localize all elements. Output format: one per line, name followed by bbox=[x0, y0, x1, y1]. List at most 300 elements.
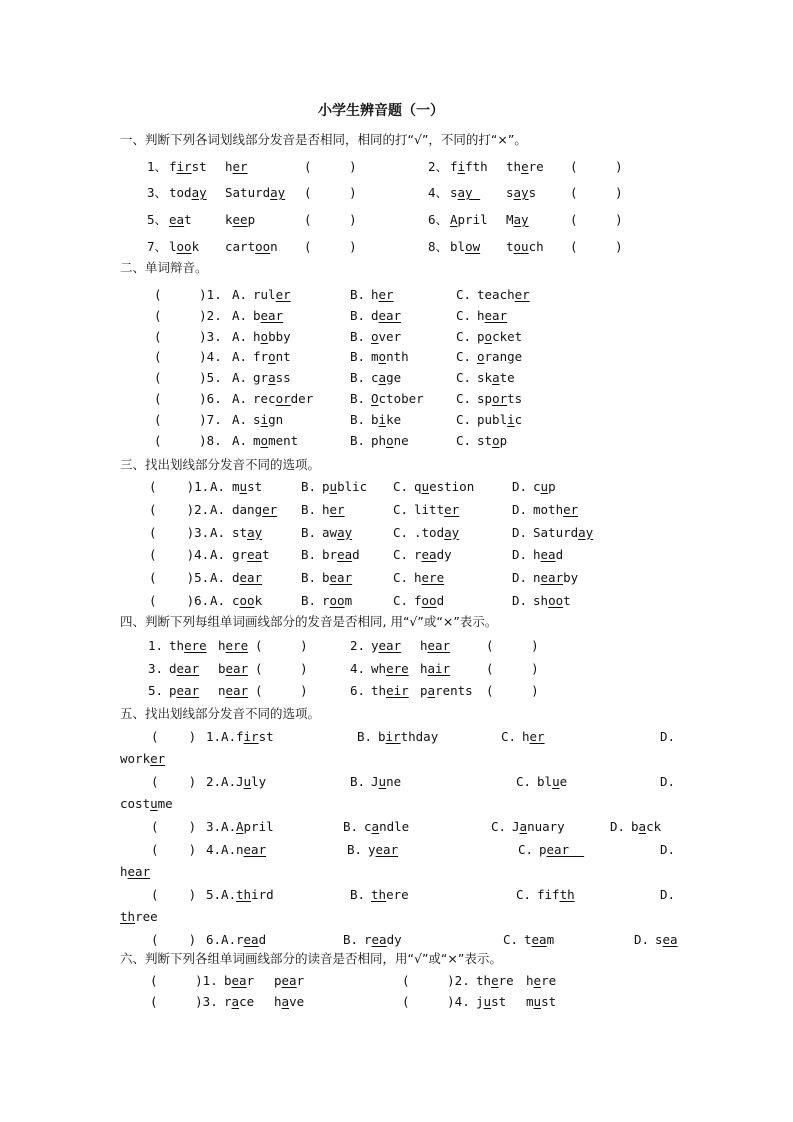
option-label: B. bbox=[301, 547, 317, 563]
underlined-sound: ear bbox=[378, 638, 402, 653]
underlined-sound: u bbox=[552, 774, 560, 789]
option-a: stay bbox=[232, 524, 263, 540]
option-label: B. bbox=[350, 328, 366, 344]
item-number: ( )6. bbox=[154, 391, 222, 406]
underlined-sound: e bbox=[491, 973, 499, 988]
underlined-sound: ea bbox=[371, 932, 387, 947]
option-label: C. bbox=[503, 932, 519, 947]
item-number: ( )8. bbox=[154, 432, 222, 448]
option-a: July bbox=[236, 774, 267, 789]
underlined-sound: u bbox=[329, 479, 338, 494]
answer-bracket: ( ) bbox=[570, 212, 623, 227]
underlined-sound: th bbox=[559, 887, 575, 902]
option-b: bear bbox=[322, 570, 353, 586]
section-3-heading: 三、找出划线部分发音不同的选项。 bbox=[120, 457, 321, 472]
underlined-sound: o bbox=[260, 328, 269, 344]
option-a: read bbox=[236, 932, 267, 947]
item-number: 8、 bbox=[428, 239, 449, 254]
option-c: public bbox=[477, 411, 523, 427]
option-c: hear bbox=[477, 307, 508, 323]
option-d: costume bbox=[120, 796, 173, 811]
word-2: hair bbox=[420, 661, 451, 676]
underlined-sound: ear bbox=[427, 638, 451, 653]
option-label: C. bbox=[456, 349, 472, 365]
underlined-sound: ay bbox=[444, 524, 460, 540]
option-label: D. bbox=[512, 593, 528, 608]
underlined-sound: ir bbox=[385, 729, 401, 744]
underlined-sound: a bbox=[638, 819, 647, 834]
answer-bracket: ( ) bbox=[304, 212, 357, 227]
underlined-sound: ear bbox=[243, 842, 267, 857]
option-label: D. bbox=[660, 842, 676, 857]
underlined-sound: u bbox=[540, 479, 549, 494]
underlined-sound: ear bbox=[540, 570, 564, 586]
word-1: where bbox=[371, 661, 409, 676]
underlined-sound: ea bbox=[337, 547, 353, 563]
item-number: 1、 bbox=[147, 159, 168, 174]
option-label: D. bbox=[512, 524, 528, 540]
option-a: dear bbox=[232, 570, 263, 586]
item-number: 4、 bbox=[428, 185, 449, 200]
answer-bracket: ( ) bbox=[570, 239, 623, 254]
word-1: blow bbox=[450, 239, 481, 254]
word-2: must bbox=[526, 994, 557, 1009]
option-label: C. bbox=[456, 370, 472, 386]
option-label: A. bbox=[210, 570, 226, 586]
option-b: cage bbox=[371, 370, 402, 386]
underlined-sound: ear bbox=[484, 307, 508, 323]
option-label: D. bbox=[634, 932, 650, 947]
underlined-sound: oo bbox=[239, 593, 255, 608]
underlined-sound: a bbox=[281, 994, 290, 1009]
option-label: B. bbox=[301, 524, 317, 540]
item-number: ( )4. bbox=[149, 547, 210, 563]
option-label: B. bbox=[301, 570, 317, 586]
word-2: May bbox=[506, 212, 529, 227]
underlined-sound: er bbox=[514, 287, 530, 302]
option-c: skate bbox=[477, 370, 515, 386]
underlined-sound: ir bbox=[176, 159, 192, 174]
underlined-sound: or bbox=[275, 391, 291, 406]
option-d: sea bbox=[655, 932, 678, 947]
underlined-sound: ee bbox=[232, 212, 248, 227]
option-b: over bbox=[371, 328, 402, 344]
option-label: D. bbox=[660, 887, 676, 902]
answer-bracket: ( ) bbox=[151, 887, 197, 902]
underlined-sound: ow bbox=[465, 239, 481, 254]
option-label: C. bbox=[456, 307, 472, 323]
item-number: 2、 bbox=[428, 159, 449, 174]
option-a: grass bbox=[253, 370, 291, 386]
underlined-sound: ear bbox=[225, 683, 249, 698]
option-b: room bbox=[322, 593, 353, 608]
option-label: C. bbox=[456, 432, 472, 448]
answer-bracket: ( ) bbox=[304, 239, 357, 254]
word-1: dear bbox=[169, 661, 200, 676]
item-number: ( )2. bbox=[402, 973, 470, 988]
item-number: 6.A. bbox=[206, 932, 237, 947]
option-b: her bbox=[371, 287, 394, 302]
item-number: ( )5. bbox=[149, 570, 210, 586]
underlined-sound: o bbox=[378, 349, 387, 365]
option-label: B. bbox=[357, 729, 373, 744]
option-a: recorder bbox=[253, 391, 314, 406]
option-label: D. bbox=[660, 774, 676, 789]
option-label: B. bbox=[350, 411, 366, 427]
word-1: first bbox=[169, 159, 207, 174]
option-label: C. bbox=[393, 479, 409, 494]
option-c: here bbox=[414, 570, 445, 586]
item-number: 4. bbox=[350, 661, 366, 676]
item-number: 1.A. bbox=[206, 729, 237, 744]
option-label: C. bbox=[501, 729, 517, 744]
underlined-sound: o bbox=[268, 349, 276, 365]
option-label: C. bbox=[393, 570, 409, 586]
option-label: D. bbox=[660, 729, 676, 744]
underlined-sound: o bbox=[477, 349, 485, 365]
item-number: 3.A. bbox=[206, 819, 237, 834]
answer-bracket: ( ) bbox=[570, 159, 623, 174]
option-label: C. bbox=[516, 774, 532, 789]
option-label: A. bbox=[232, 432, 248, 448]
underlined-sound: ear bbox=[329, 570, 353, 586]
option-a: moment bbox=[253, 432, 299, 448]
word-2: pear bbox=[274, 973, 305, 988]
underlined-sound: u bbox=[483, 994, 492, 1009]
underlined-sound: i bbox=[260, 411, 269, 427]
underlined-sound: ay bbox=[247, 524, 263, 540]
option-label: B. bbox=[301, 479, 317, 494]
option-b: phone bbox=[371, 432, 409, 448]
underlined-sound: ear bbox=[260, 307, 284, 323]
word-2: Saturday bbox=[225, 185, 286, 200]
underlined-sound: i bbox=[507, 411, 515, 427]
underlined-sound: o bbox=[371, 328, 379, 344]
option-label: A. bbox=[210, 593, 226, 608]
option-label: D. bbox=[512, 570, 528, 586]
option-label: B. bbox=[350, 370, 366, 386]
option-b: October bbox=[371, 391, 424, 406]
word-2: bear bbox=[218, 661, 249, 676]
word-2: her bbox=[225, 159, 248, 174]
underlined-sound: er bbox=[329, 501, 345, 517]
option-b: ready bbox=[364, 932, 402, 947]
option-c: blue bbox=[537, 774, 568, 789]
word-2: here bbox=[218, 638, 249, 653]
option-a: third bbox=[236, 887, 274, 902]
option-label: B. bbox=[350, 307, 366, 323]
underlined-sound: e bbox=[521, 159, 529, 174]
option-label: C. bbox=[456, 328, 472, 344]
word-2: touch bbox=[506, 239, 544, 254]
word-2: have bbox=[274, 994, 305, 1009]
option-b: dear bbox=[371, 307, 402, 323]
underlined-sound: ear bbox=[546, 842, 585, 857]
answer-bracket: ( ) bbox=[151, 774, 197, 789]
option-d: hear bbox=[120, 864, 151, 879]
underlined-sound: ea bbox=[540, 547, 556, 563]
underlined-sound: th bbox=[236, 887, 252, 902]
underlined-sound: ea bbox=[662, 932, 678, 947]
option-a: first bbox=[236, 729, 274, 744]
answer-bracket: ( ) bbox=[486, 661, 539, 676]
option-c: teacher bbox=[477, 287, 530, 302]
option-b: her bbox=[322, 501, 345, 517]
word-1: pear bbox=[169, 683, 200, 698]
word-1: fifth bbox=[450, 159, 488, 174]
option-label: B. bbox=[350, 391, 366, 406]
underlined-sound: th bbox=[120, 909, 136, 924]
item-number: 6、 bbox=[428, 212, 449, 227]
option-label: A. bbox=[232, 370, 248, 386]
answer-bracket: ( ) bbox=[151, 842, 197, 857]
option-label: C. bbox=[393, 501, 409, 517]
word-2: cartoon bbox=[225, 239, 278, 254]
item-number: ( )1. bbox=[154, 287, 222, 302]
item-number: ( )2. bbox=[154, 307, 222, 323]
option-b: public bbox=[322, 479, 368, 494]
item-number: ( )7. bbox=[154, 411, 222, 427]
item-number: ( )3. bbox=[149, 524, 210, 540]
underlined-sound: o bbox=[484, 328, 493, 344]
underlined-sound: u bbox=[378, 774, 387, 789]
underlined-sound: ay bbox=[513, 185, 529, 200]
underlined-sound: A bbox=[450, 212, 458, 227]
option-label: A. bbox=[232, 307, 248, 323]
underlined-sound: er bbox=[529, 729, 545, 744]
option-label: B. bbox=[301, 501, 317, 517]
underlined-sound: ou bbox=[513, 239, 529, 254]
option-a: front bbox=[253, 349, 291, 365]
underlined-sound: er bbox=[378, 287, 394, 302]
underlined-sound: e bbox=[533, 973, 542, 988]
option-label: B. bbox=[301, 593, 317, 608]
item-number: 2.A. bbox=[206, 774, 237, 789]
option-label: C. bbox=[456, 391, 472, 406]
underlined-sound: i bbox=[457, 159, 466, 174]
option-d: cup bbox=[533, 479, 556, 494]
underlined-sound: u bbox=[239, 479, 248, 494]
underlined-sound: er bbox=[444, 501, 460, 517]
word-1: eat bbox=[169, 212, 192, 227]
item-number: ( )6. bbox=[149, 593, 210, 608]
option-label: B. bbox=[350, 887, 366, 902]
option-b: away bbox=[322, 524, 353, 540]
option-label: C. bbox=[456, 411, 472, 427]
option-c: team bbox=[524, 932, 555, 947]
option-label: A. bbox=[232, 287, 248, 302]
underlined-sound: i bbox=[378, 411, 387, 427]
option-b: month bbox=[371, 349, 409, 365]
underlined-sound: ere bbox=[225, 638, 249, 653]
item-number: ( )5. bbox=[154, 370, 222, 386]
option-b: there bbox=[371, 887, 409, 902]
answer-bracket: ( ) bbox=[304, 159, 357, 174]
answer-bracket: ( ) bbox=[570, 185, 623, 200]
option-label: A. bbox=[210, 501, 226, 517]
section-5-heading: 五、找出划线部分发音不同的选项。 bbox=[120, 706, 321, 721]
section-1-heading: 一、判断下列各词划线部分发音是否相同，相同的打“√”，不同的打“×”。 bbox=[120, 132, 527, 147]
word-2: near bbox=[218, 683, 249, 698]
option-c: fifth bbox=[537, 887, 575, 902]
option-label: A. bbox=[232, 328, 248, 344]
option-label: A. bbox=[210, 479, 226, 494]
option-c: sports bbox=[477, 391, 523, 406]
underlined-sound: ea bbox=[531, 932, 547, 947]
item-number: 2. bbox=[350, 638, 366, 653]
option-b: bread bbox=[322, 547, 360, 563]
item-number: 3、 bbox=[147, 185, 168, 200]
underlined-sound: a bbox=[371, 819, 380, 834]
option-b: year bbox=[368, 842, 399, 857]
word-2: says bbox=[506, 185, 537, 200]
option-label: C. bbox=[491, 819, 507, 834]
underlined-sound: ea bbox=[231, 973, 247, 988]
option-label: C. bbox=[456, 287, 472, 302]
item-number: 4.A. bbox=[206, 842, 237, 857]
underlined-sound: er bbox=[563, 501, 579, 517]
answer-bracket: ( ) bbox=[255, 683, 308, 698]
word-1: there bbox=[476, 973, 514, 988]
item-number: ( )2. bbox=[149, 501, 210, 517]
underlined-sound: a bbox=[427, 683, 436, 698]
item-number: ( )4. bbox=[154, 349, 222, 365]
underlined-sound: ear bbox=[375, 842, 399, 857]
option-a: must bbox=[232, 479, 263, 494]
underlined-sound: th bbox=[371, 887, 387, 902]
answer-bracket: ( ) bbox=[151, 729, 197, 744]
option-d: head bbox=[533, 547, 564, 563]
option-label: B. bbox=[350, 774, 366, 789]
word-1: April bbox=[450, 212, 488, 227]
option-label: A. bbox=[210, 547, 226, 563]
underlined-sound: u bbox=[150, 796, 158, 811]
underlined-sound: o bbox=[386, 432, 394, 448]
option-label: D. bbox=[512, 501, 528, 517]
underlined-sound: ere bbox=[386, 661, 409, 676]
option-d: back bbox=[631, 819, 662, 834]
option-label: D. bbox=[512, 479, 528, 494]
option-label: B. bbox=[350, 349, 366, 365]
item-number: ( )1. bbox=[150, 973, 218, 988]
underlined-sound: a bbox=[231, 994, 240, 1009]
word-1: say bbox=[450, 185, 481, 200]
option-a: April bbox=[236, 819, 274, 834]
item-number: ( )3. bbox=[150, 994, 218, 1009]
option-label: A. bbox=[210, 524, 226, 540]
option-a: ruler bbox=[253, 287, 291, 302]
option-label: C. bbox=[393, 524, 409, 540]
answer-bracket: ( ) bbox=[151, 819, 197, 834]
item-number: ( )4. bbox=[402, 994, 470, 1009]
option-label: A. bbox=[232, 349, 248, 365]
option-label: C. bbox=[518, 842, 534, 857]
underlined-sound: O bbox=[371, 391, 379, 406]
underlined-sound: a bbox=[492, 370, 500, 386]
option-d: Saturday bbox=[533, 524, 594, 540]
option-a: danger bbox=[232, 501, 278, 517]
word-2: keep bbox=[225, 212, 256, 227]
underlined-sound: ere bbox=[421, 570, 445, 586]
underlined-sound: u bbox=[243, 774, 252, 789]
underlined-sound: ea bbox=[247, 547, 263, 563]
underlined-sound: u bbox=[421, 479, 430, 494]
underlined-sound: a bbox=[268, 370, 276, 386]
underlined-sound: ear bbox=[239, 570, 263, 586]
option-c: her bbox=[522, 729, 545, 744]
option-c: pocket bbox=[477, 328, 523, 344]
option-c: pear bbox=[539, 842, 585, 857]
underlined-sound: ea bbox=[169, 212, 185, 227]
option-a: bear bbox=[253, 307, 284, 323]
underlined-sound: er bbox=[262, 501, 278, 517]
option-label: B. bbox=[350, 287, 366, 302]
option-c: litter bbox=[414, 501, 460, 517]
option-d: shoot bbox=[533, 593, 571, 608]
option-d: nearby bbox=[533, 570, 579, 586]
item-number: 5. bbox=[148, 683, 164, 698]
underlined-sound: ere bbox=[184, 638, 207, 653]
option-b: candle bbox=[364, 819, 410, 834]
underlined-sound: a bbox=[519, 819, 528, 834]
option-c: food bbox=[414, 593, 445, 608]
underlined-sound: oo bbox=[255, 239, 271, 254]
underlined-sound: eir bbox=[386, 683, 409, 698]
word-1: year bbox=[371, 638, 402, 653]
underlined-sound: er bbox=[150, 751, 166, 766]
underlined-sound: o bbox=[492, 432, 500, 448]
page-title: 小学生辨音题（一） bbox=[318, 103, 444, 119]
option-label: B. bbox=[343, 932, 359, 947]
underlined-sound: ay bbox=[457, 185, 481, 200]
underlined-sound: ay bbox=[513, 212, 529, 227]
item-number: 5.A. bbox=[206, 887, 237, 902]
underlined-sound: ear bbox=[176, 683, 200, 698]
option-c: ready bbox=[414, 547, 452, 563]
underlined-sound: oo bbox=[421, 593, 437, 608]
option-c: stop bbox=[477, 432, 508, 448]
underlined-sound: a bbox=[378, 370, 387, 386]
underlined-sound: er bbox=[232, 159, 248, 174]
answer-bracket: ( ) bbox=[486, 683, 539, 698]
section-2-heading: 二、单词辩音。 bbox=[120, 260, 208, 275]
option-b: June bbox=[371, 774, 402, 789]
answer-bracket: ( ) bbox=[255, 661, 308, 676]
underlined-sound: ay bbox=[270, 185, 286, 200]
item-number: 1. bbox=[148, 638, 164, 653]
option-label: D. bbox=[610, 819, 626, 834]
item-number: 3. bbox=[148, 661, 164, 676]
option-label: C. bbox=[516, 887, 532, 902]
underlined-sound: or bbox=[492, 391, 508, 406]
option-b: bike bbox=[371, 411, 402, 427]
word-2: hear bbox=[420, 638, 451, 653]
underlined-sound: ea bbox=[281, 973, 297, 988]
underlined-sound: ear bbox=[127, 864, 151, 879]
option-b: birthday bbox=[378, 729, 439, 744]
underlined-sound: er bbox=[275, 287, 291, 302]
underlined-sound: ea bbox=[243, 932, 259, 947]
underlined-sound: ear bbox=[225, 661, 249, 676]
option-label: B. bbox=[343, 819, 359, 834]
underlined-sound: ear bbox=[176, 661, 200, 676]
word-2: there bbox=[506, 159, 544, 174]
underlined-sound: u bbox=[533, 994, 542, 1009]
underlined-sound: ay bbox=[191, 185, 207, 200]
option-label: C. bbox=[393, 547, 409, 563]
option-label: B. bbox=[347, 842, 363, 857]
answer-bracket: ( ) bbox=[304, 185, 357, 200]
